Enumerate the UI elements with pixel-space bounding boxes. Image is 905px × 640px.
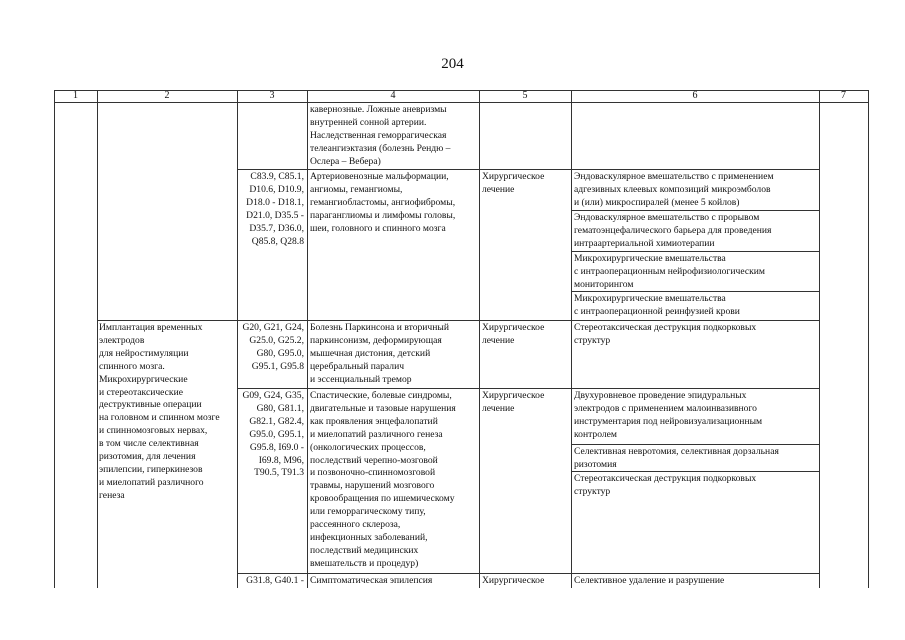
row1-codes: C83.9, C85.1, D10.6, D10.9, D18.0 - D18.1, D21.0, D35.5 - D35.7, D36.0, Q85.8, Q28.8 xyxy=(246,171,304,247)
row2-disease: Болезнь Паркинсона и вторичный паркинсонизм, деформирующая мышечная дистония, детский церебральный паралич и эссенциальный тремор xyxy=(310,322,449,385)
row3-method-2: Селективная невротомия, селективная дорзальная ризотомия xyxy=(574,446,779,470)
header-col-5: 5 xyxy=(522,90,528,101)
row2-method-1: Стереотаксическая деструкция подкорковых структур xyxy=(574,322,757,346)
page-number: 204 xyxy=(441,56,464,72)
row1-disease: Артериовенозные мальформации, ангиомы, гемангиомы, гемангиобластомы, ангиофибромы, параганглиомы и лимфомы головы, шеи, головного и спинного мозга xyxy=(310,171,456,234)
row3-treatment-type: Хирургическое лечение xyxy=(482,390,545,414)
header-col-2: 2 xyxy=(164,90,170,101)
header-col-4: 4 xyxy=(390,90,396,101)
row4-method-1: Селективное удаление и разрушение xyxy=(574,575,725,586)
row1-method-1: Эндоваскулярное вмешательство с применением адгезивных клеевых композиций микроэмболов и (или) микроспиралей (менее 5 койлов) xyxy=(574,171,774,208)
header-col-6: 6 xyxy=(692,90,698,101)
header-col-3: 3 xyxy=(269,90,275,101)
row3-method-3: Стереотаксическая деструкция подкорковых структур xyxy=(574,473,757,497)
row3-codes: G09, G24, G35, G80, G81.1, G82.1, G82.4, G95.0, G95.1, G95.8, I69.0 - I69.8, M96, T90.5, T91.3 xyxy=(242,390,304,479)
header-col-1: 1 xyxy=(73,90,78,101)
row2-treatment-type: Хирургическое лечение xyxy=(482,322,545,346)
row2-intervention: Имплантация временных электродов для нейростимуляции спинного мозга. Микрохирургические и стереотаксические деструктивные операции на головном и спинном мозге и спинномозговых нервах, в том числе селективная ризотомия, для лечения эпилепсии, гиперкинезов и миелопатий различного генеза xyxy=(99,322,220,501)
row2-codes: G20, G21, G24, G25.0, G25.2, G80, G95.0, G95.1, G95.8 xyxy=(242,322,304,372)
row3-disease: Спастические, болевые синдромы, двигательные и тазовые нарушения как проявления энцефалопатий и миелопатий различного генеза (онкологических процессов, последствий черепно-мозговой и позвоночно-спинномозговой травмы, нарушений мозгового кровообращения по ишемическому или геморрагическому типу, рассеянного склероза, инфекционных заболеваний, последствий медицинских вмешательств и процедур) xyxy=(310,390,456,569)
row1-method-2: Эндоваскулярное вмешательство с прорывом гематоэнцефалического барьера для проведения интраартериальной химиотерапии xyxy=(574,212,772,249)
row4-treatment-type: Хирургическое xyxy=(482,575,545,586)
row1-treatment-type: Хирургическое лечение xyxy=(482,171,545,195)
row0-disease: кавернозные. Ложные аневризмы внутренней сонной артерии. Наследственная геморрагическая телеангиэктазия (болезнь Рендю – Ослера – Вебера) xyxy=(310,104,451,167)
header-col-7: 7 xyxy=(841,90,846,101)
row1-method-4: Микрохирургические вмешательства с интраоперационной реинфузией крови xyxy=(574,293,740,317)
row3-method-1: Двухуровневое проведение эпидуральных электродов с применением малоинвазивного инструментария под нейровизуализационным контролем xyxy=(574,390,763,440)
row4-disease: Симптоматическая эпилепсия xyxy=(310,575,433,586)
row1-method-3: Микрохирургические вмешательства с интраоперационным нейрофизиологическим мониторингом xyxy=(574,253,765,290)
row4-codes: G31.8, G40.1 - xyxy=(246,575,304,586)
